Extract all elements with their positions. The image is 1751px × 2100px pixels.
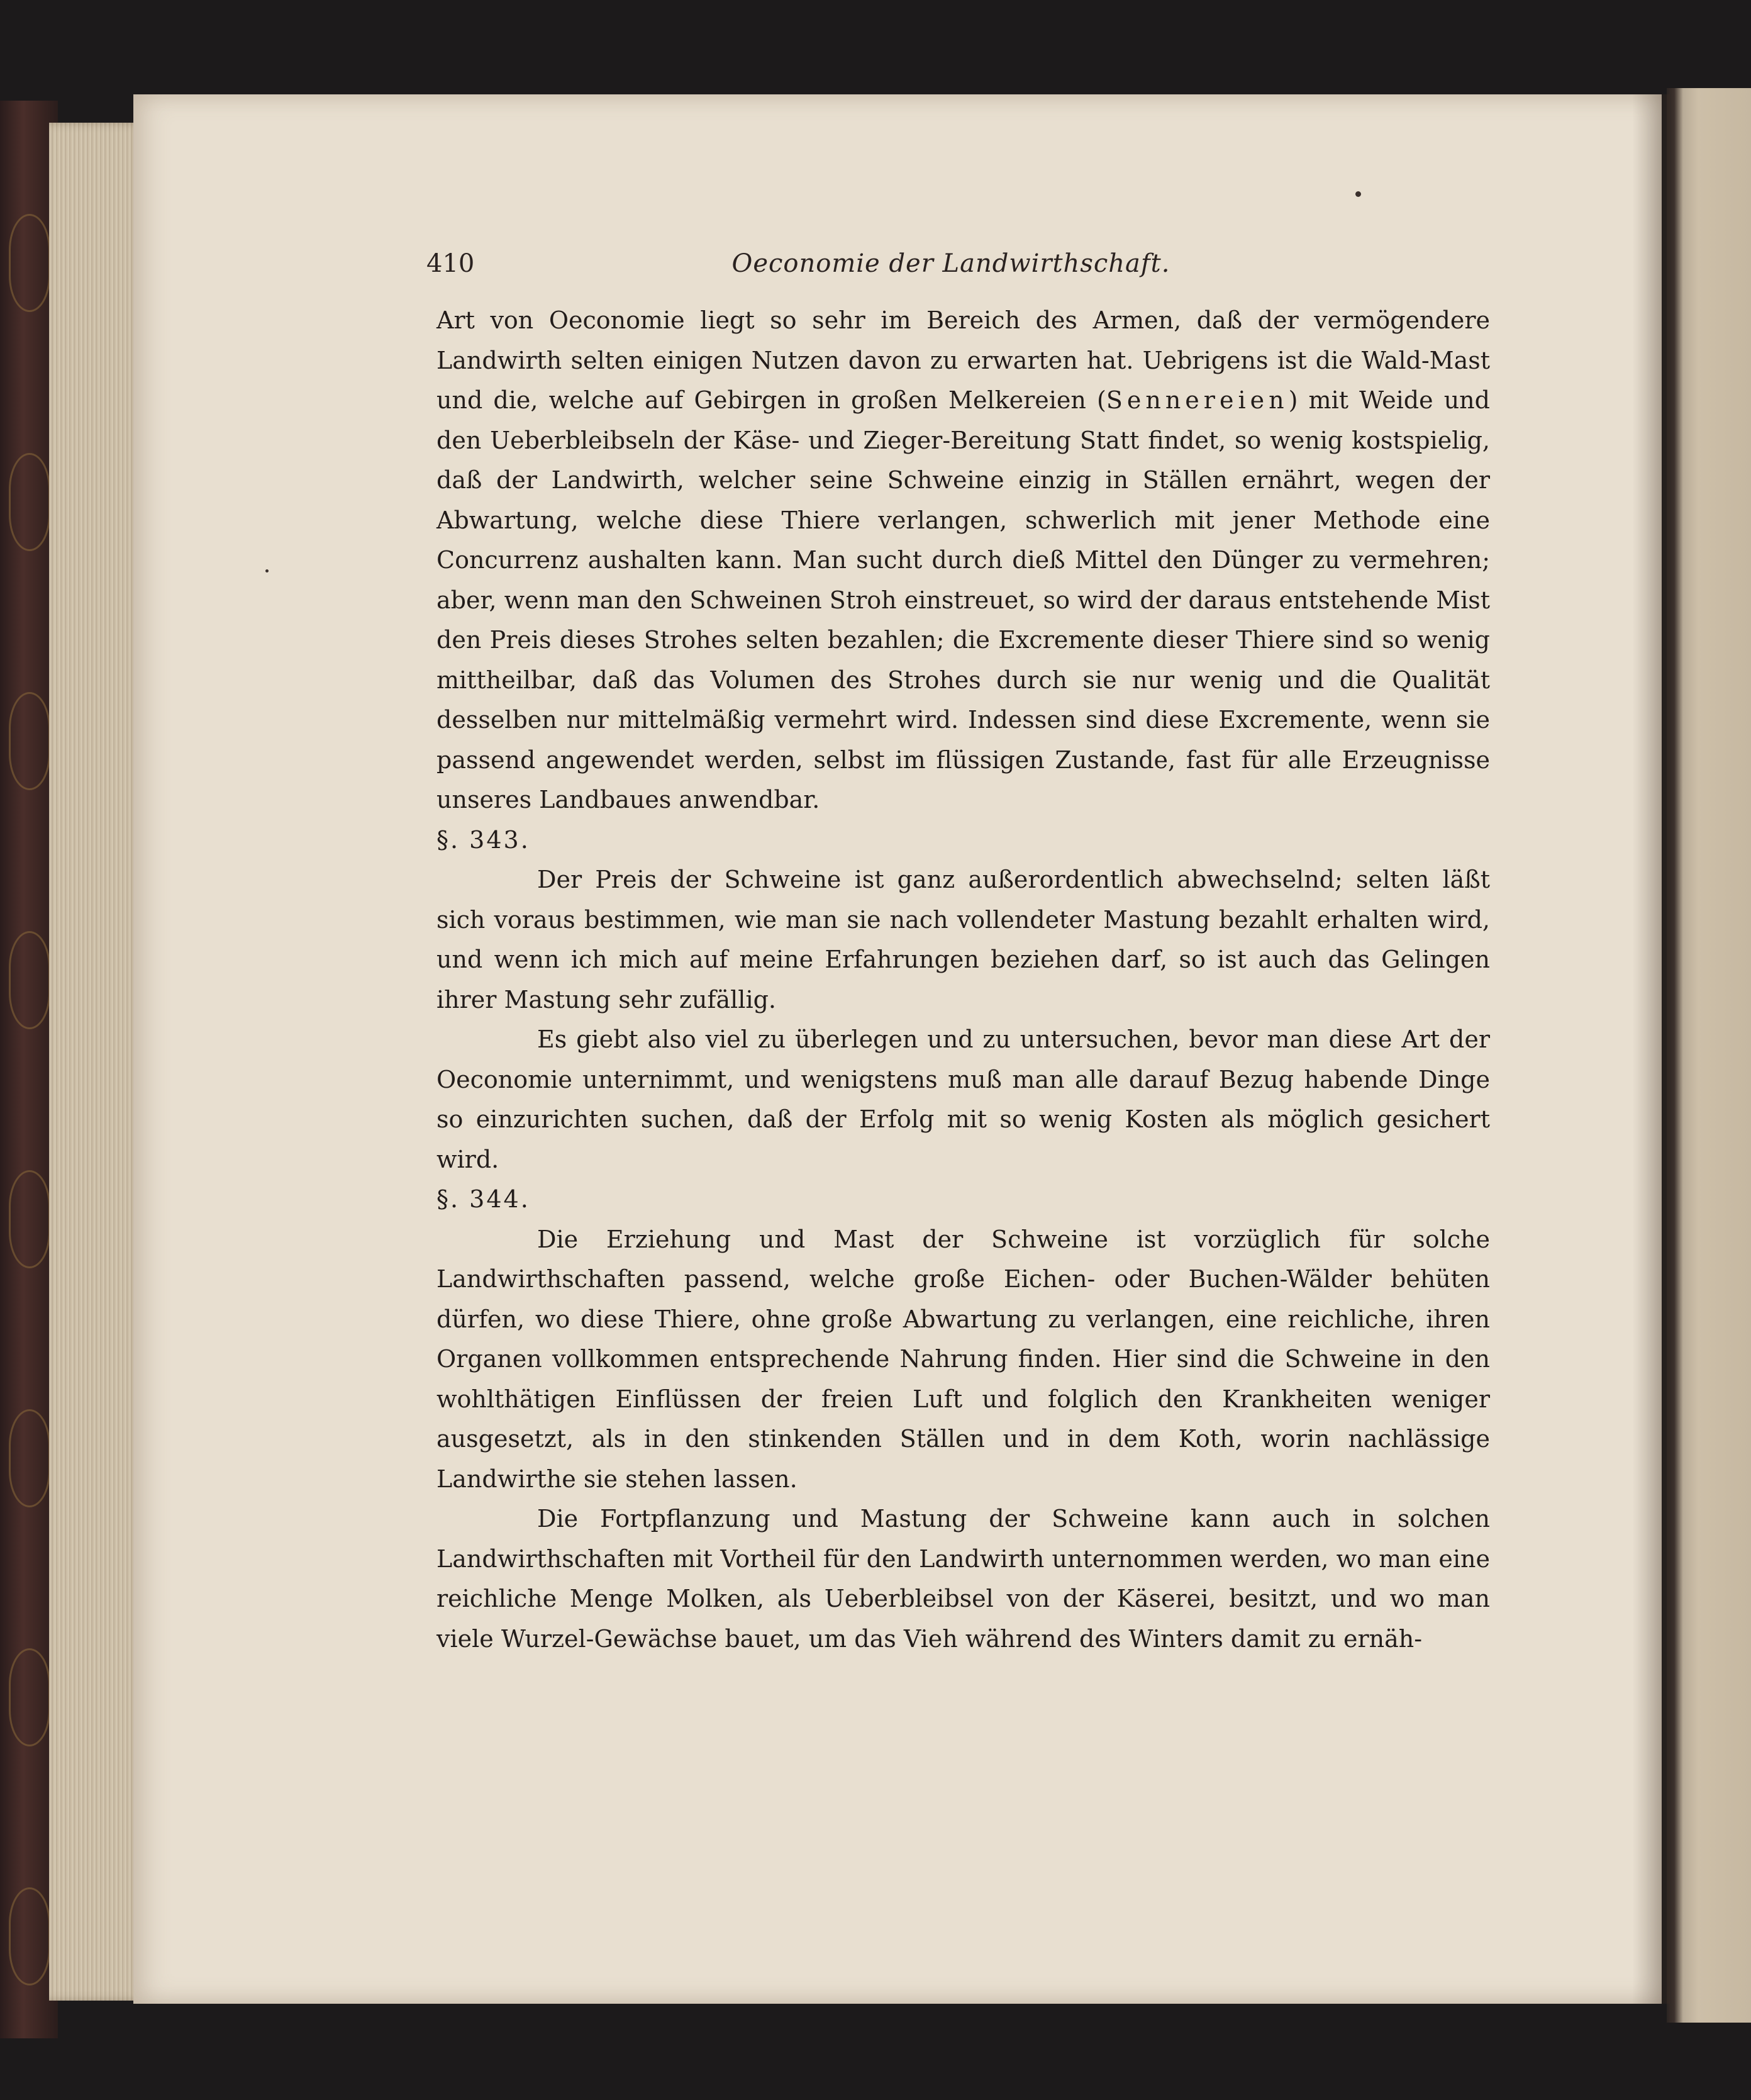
paragraph-text: ) mit Weide und den Ueberbleibseln der Käse- und Zieger-Bereitung Statt findet, so wenig kostspielig, daß der Landwirth, welcher seine Schweine einzig in Ställen ernährt, wegen der Abwartung, welche diese Thiere verlangen, schwerlich mit jener Methode eine Concurrenz aushalten kann. Man sucht durch dieß Mittel den Dünger zu vermehren; aber, wenn man den Schweinen Stroh einstreuet, so wird der daraus entstehende Mist den Preis dieses Strohes selten bezahlen; die Excremente dieser Thiere sind so wenig mittheilbar, daß das Volumen des Strohes durch sie nur wenig und die Qualität desselben nur mittelmäßig vermehrt wird. Indessen sind diese Excremente, wenn sie passend angewendet werden, selbst im flüssigen Zustande, fast für alle Erzeugnisse unseres Landbaues anwendbar.	[436, 386, 1490, 813]
gutter-shadow	[1632, 94, 1670, 2004]
section-heading: §. 344.	[436, 1185, 530, 1213]
ink-speck	[1355, 191, 1361, 197]
body-text	[436, 301, 1490, 1659]
paragraph	[436, 301, 1490, 820]
paragraph: Es giebt also viel zu überlegen und zu untersuchen, bevor man diese Art der Oeconomie unternimmt, und wenigstens muß man alle darauf Bezug habende Dinge so einzurichten suchen, daß der Erfolg mit so wenig Kosten als möglich gesichert wird.	[436, 1025, 1490, 1173]
page-number: 410	[426, 249, 475, 278]
cover-ornament	[9, 453, 50, 551]
page-edges	[49, 123, 143, 2001]
cover-ornament	[9, 1887, 50, 1986]
cover-ornament	[9, 1648, 50, 1746]
paragraph: Die Fortpflanzung und Mastung der Schweine kann auch in solchen Landwirthschaften mit Vortheil für den Landwirth unternommen werden, wo man eine reichliche Menge Molken, als Ueberbleibsel von der Käserei, besitzt, und wo man viele Wurzel-Gewächse bauet, um das Vieh während des Winters damit zu ernäh-	[436, 1505, 1490, 1653]
facing-page-edge	[1667, 88, 1751, 2023]
paragraph: Die Erziehung und Mast der Schweine ist vorzüglich für solche Landwirthschaften passend, welche große Eichen- oder Buchen-Wälder behüten dürfen, wo diese Thiere, ohne große Abwartung zu verlangen, eine reichliche, ihren Organen vollkommen entsprechende Nahrung finden. Hier sind die Schweine in den wohlthätigen Einflüssen der freien Luft und folglich den Krankheiten weniger ausgesetzt, als in den stinkenden Ställen und in dem Koth, worin nachlässige Landwirthe sie stehen lassen.	[436, 1225, 1490, 1493]
running-header-title: Oeconomie der Landwirthschaft.	[731, 249, 1170, 278]
paragraph: Der Preis der Schweine ist ganz außerordentlich abwechselnd; selten läßt sich voraus bestimmen, wie man sie nach vollendeter Mastung bezahlt erhalten wird, und wenn ich mich auf meine Erfahrungen beziehen darf, so ist auch das Gelingen ihrer Mastung sehr zufällig.	[436, 866, 1490, 1014]
paragraph-text: Art von Oeconomie liegt so sehr im Bereich des Armen, daß der vermögendere Landwirth selten einigen Nutzen davon zu erwarten hat. Uebrigens ist die Wald-Mast und die, welche auf Gebirgen in großen Melkereien (	[436, 306, 1490, 414]
ink-speck	[265, 569, 269, 572]
cover-ornament	[9, 1409, 50, 1507]
cover-ornament	[9, 1170, 50, 1268]
spaced-word: Sennereien	[1106, 386, 1289, 414]
cover-ornament	[9, 931, 50, 1029]
cover-ornament	[9, 692, 50, 790]
section-heading: §. 343.	[436, 825, 530, 854]
